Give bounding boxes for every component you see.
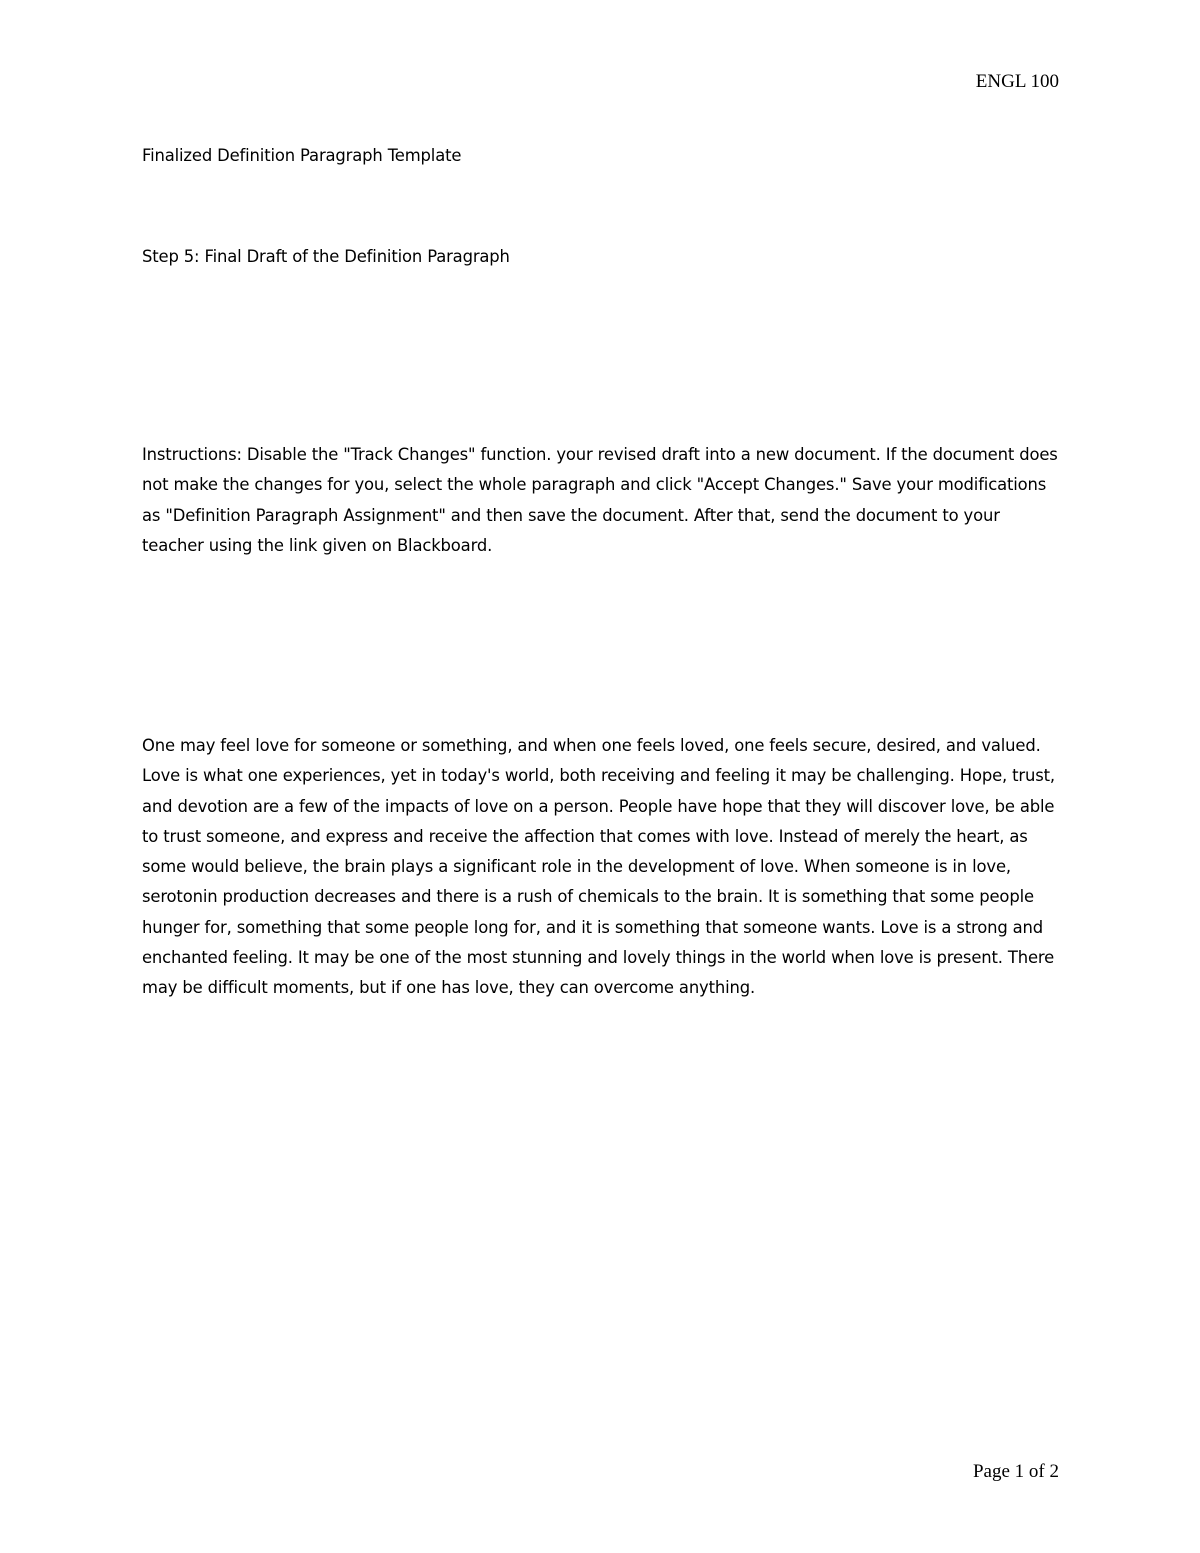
instructions-text: Instructions: Disable the "Track Changes" function. your revised draft into a new document. If the document does not make the changes for you, select the whole paragraph and click "Accept Changes." Save your modifications as "Definition Paragraph Assignment" and then save the document. After that, send the document to your teacher using the link given on Blackboard. [142, 445, 1058, 555]
definition-paragraph: One may feel love for someone or something, and when one feels loved, one feels secure, desired, and valued. Love is what one experiences, yet in today's world, both receiving and feeling it may be challenging. Hope, trust, and devotion are a few of the impacts of love on a person. People have hope that they will discover love, be able to trust someone, and express and receive the affection that comes with love. Instead of merely the heart, as some would believe, the brain plays a significant role in the development of love. When someone is in love, serotonin production decreases and there is a rush of chemicals to the brain. It is something that some people hunger for, something that some people long for, and it is something that someone wants. Love is a strong and enchanted feeling. It may be one of the most stunning and lovely things in the world when love is present. There may be difficult moments, but if one has love, they can overcome anything. [142, 736, 1055, 998]
course-header: ENGL 100 [975, 71, 1059, 92]
step-heading: Step 5: Final Draft of the Definition Paragraph [142, 247, 510, 266]
document-title: Finalized Definition Paragraph Template [142, 146, 462, 165]
page-number: Page 1 of 2 [972, 1461, 1059, 1482]
